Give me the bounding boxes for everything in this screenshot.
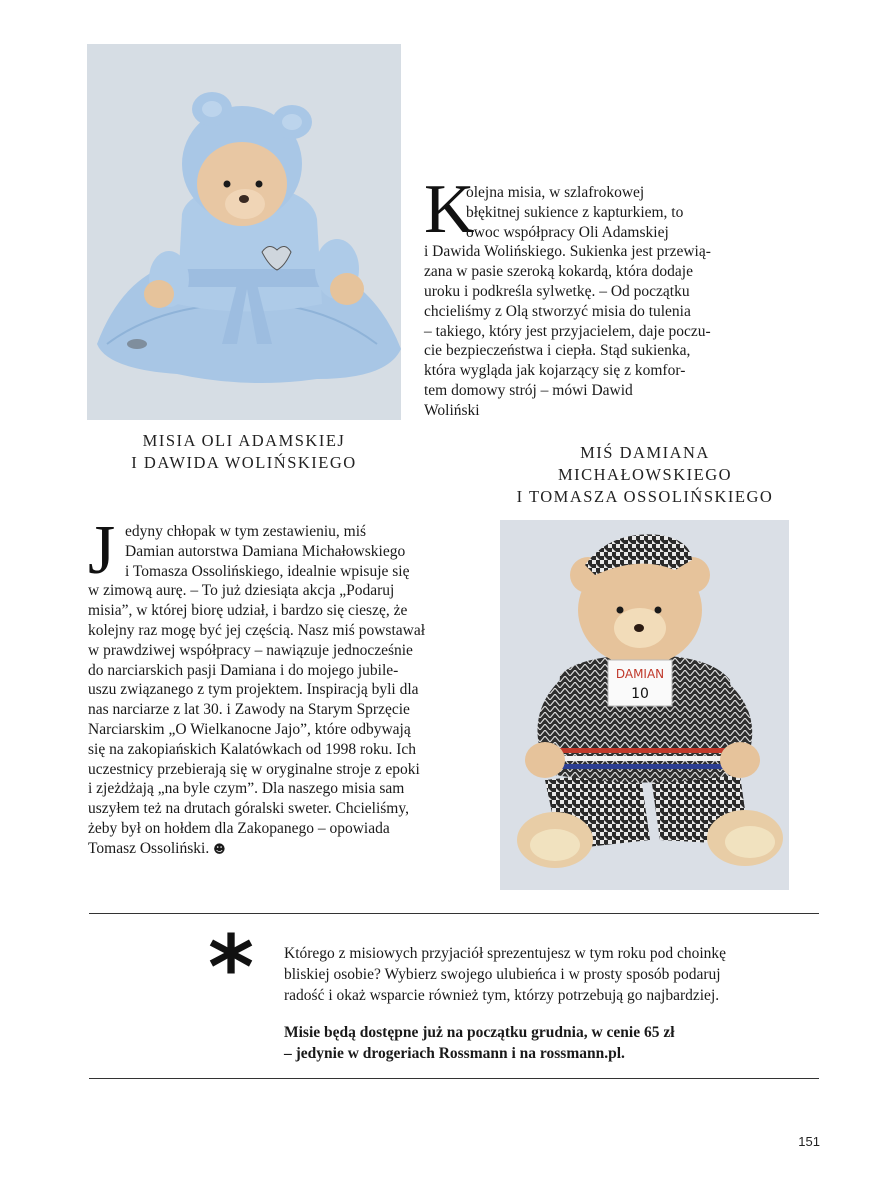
caption-mis-damiana — [490, 442, 800, 508]
promo-line: Którego z misiowych przyjaciół sprezentujesz w tym roku pod choinkę — [284, 945, 727, 962]
article-line: Narciarskim „O Wielkanocne Jajo”, które odbywają — [88, 720, 411, 738]
article-last-line: Tomasz Ossoliński. — [88, 839, 210, 857]
article-line: błękitnej sukience z kapturkiem, to — [466, 203, 684, 221]
article-line: się na zakopiańskich Kalatówkach od 1998 roku. Ich — [88, 740, 416, 758]
article-line: Woliński — [424, 401, 480, 419]
article-line: misia”, w której biorę udział, i bardzo się cieszę, że — [88, 602, 408, 620]
article-line: – takiego, który jest przyjacielem, daje poczu- — [424, 322, 711, 340]
dropcap-j: J — [88, 512, 116, 589]
bear-blue-dress-illustration — [87, 44, 401, 420]
article-line: nas narciarze z lat 30. i Zawody na Starym Sprzęcie — [88, 701, 410, 719]
bear-sweater-illustration — [500, 520, 789, 890]
article-line: uroku i podkreśla sylwetkę. – Od początku — [424, 282, 690, 300]
article-2-body — [88, 512, 458, 860]
tag-name: DAMIAN — [615, 667, 665, 681]
promo-bold-line: – jedynie w drogeriach Rossmann i na rossmann.pl. — [284, 1045, 625, 1062]
article-line: zana w pasie szeroką kokardą, która dodaje — [424, 263, 693, 281]
article-line: owoc współpracy Oli Adamskiej — [466, 223, 669, 241]
article-line: do narciarskich pasji Damiana i do mojego jubile- — [88, 661, 399, 679]
photo-bear-sweater — [500, 520, 789, 890]
article-line: uszyłem też na drutach góralski sweter. Chcieliśmy, — [88, 800, 409, 818]
promo-gap — [284, 1006, 726, 1022]
article-1-body — [424, 183, 744, 421]
article-line: i Dawida Wolińskiego. Sukienka jest przewią- — [424, 243, 711, 261]
promo-bold-line: Misie będą dostępne już na początku grudnia, w cenie 65 zł — [284, 1024, 675, 1041]
promo-line: bliskiej osobie? Wybierz swojego ulubieńca i w prosty sposób podaruj — [284, 966, 721, 983]
divider-top — [89, 913, 819, 914]
article-line — [88, 839, 458, 860]
article-line: i Tomasza Ossolińskiego, idealnie wpisuje się — [125, 562, 410, 580]
caption-line: MIŚ DAMIANA — [580, 443, 710, 462]
divider-bottom — [89, 1078, 819, 1079]
article-line: w zimową aurę. – To już dziesiąta akcja „Podaruj — [88, 582, 395, 600]
dropcap-k: K — [424, 171, 475, 248]
caption-line: MISIA OLI ADAMSKIEJ — [142, 431, 346, 450]
asterisk-icon: * — [208, 916, 255, 1019]
article-line: cie bezpieczeństwa i ciepła. Stąd sukienka, — [424, 342, 691, 360]
article-line: która wygląda jak kojarzący się z komfor- — [424, 362, 686, 380]
promo-box — [284, 943, 726, 1064]
article-line: w prawdziwej współpracy – nawiązuje jednocześnie — [88, 641, 413, 659]
tag-number: 10 — [631, 686, 649, 702]
article-line: kolejny raz mogę być jej częścią. Nasz miś powstawał — [88, 621, 426, 639]
page-number: 151 — [798, 1134, 820, 1149]
article-line: uszu związanego z tym projektem. Inspiracją byli dla — [88, 681, 419, 699]
caption-line: MICHAŁOWSKIEGO — [557, 465, 733, 484]
article-line: i zjeżdżają „na byle czym”. Dla naszego misia sam — [88, 780, 405, 798]
end-mark-icon: ☻ — [213, 841, 226, 856]
article-line: olejna misia, w szlafrokowej — [466, 184, 645, 201]
photo-bear-blue-dress — [87, 44, 401, 420]
article-line: Damian autorstwa Damiana Michałowskiego — [125, 542, 406, 560]
article-line: chcieliśmy z Olą stworzyć misia do tulenia — [424, 302, 691, 320]
caption-misia-oli-adamskiej — [87, 430, 401, 474]
caption-line: I DAWIDA WOLIŃSKIEGO — [131, 453, 357, 472]
article-line: edyny chłopak w tym zestawieniu, miś — [125, 523, 367, 540]
article-line: tem domowy strój – mówi Dawid — [424, 381, 633, 399]
promo-line: radość i okaż wsparcie również tym, którzy potrzebują go najbardziej. — [284, 987, 720, 1004]
article-line: uczestnicy przebierają się w oryginalne stroje z epoki — [88, 760, 420, 778]
caption-line: I TOMASZA OSSOLIŃSKIEGO — [516, 487, 774, 506]
article-line: żeby był on hołdem dla Zakopanego – opowiada — [88, 819, 390, 837]
